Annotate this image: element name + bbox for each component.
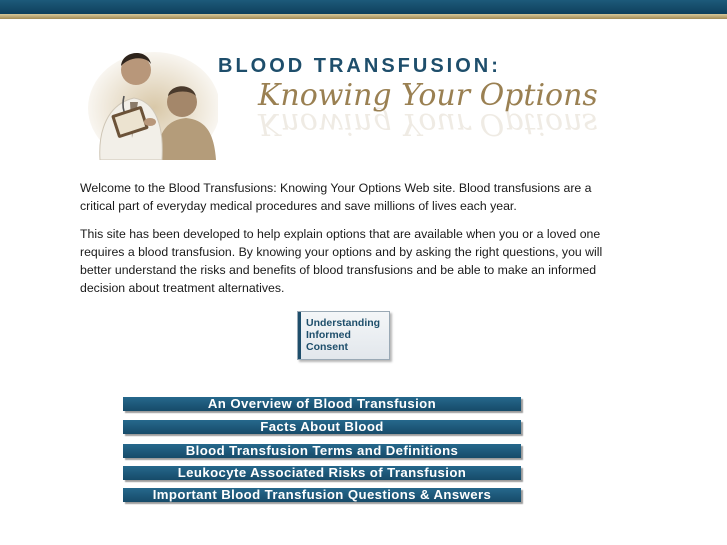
nav-overview-button[interactable]: An Overview of Blood Transfusion [123, 397, 521, 411]
site-subtitle: Knowing Your Options [258, 78, 598, 113]
top-banner-bar [0, 0, 727, 14]
top-banner-stripe [0, 14, 727, 19]
consent-label-line1: Understanding [306, 317, 381, 329]
intro-text [80, 179, 620, 307]
consent-label-line3: Consent [306, 341, 348, 353]
nav-terms-button[interactable]: Blood Transfusion Terms and Definitions [123, 444, 521, 458]
site-subtitle-group [258, 78, 598, 150]
site-title: BLOOD TRANSFUSION: [218, 55, 501, 77]
consent-accent-bar [298, 312, 301, 359]
site-subtitle-reflection: Knowing Your Options [258, 106, 598, 141]
consent-label-line2: Informed [306, 329, 351, 341]
nav-leukocyte-risks-button[interactable]: Leukocyte Associated Risks of Transfusion [123, 466, 521, 480]
informed-consent-button[interactable] [297, 311, 390, 360]
nav-questions-answers-button[interactable]: Important Blood Transfusion Questions & Answers [123, 488, 521, 502]
intro-paragraph: Welcome to the Blood Transfusions: Knowing Your Options Web site. Blood transfusions are a critical part of everyday medical procedures and save millions of lives each year. [80, 181, 592, 213]
intro-paragraph: This site has been developed to help explain options that are available when you or a loved one requires a blood transfusion. By knowing your options and by asking the right questions, you will better understand the risks and benefits of blood transfusions and be able to make an informed decision about treatment alternatives. [80, 227, 603, 295]
nav-facts-button[interactable]: Facts About Blood [123, 420, 521, 434]
doctor-patient-photo [86, 38, 218, 160]
